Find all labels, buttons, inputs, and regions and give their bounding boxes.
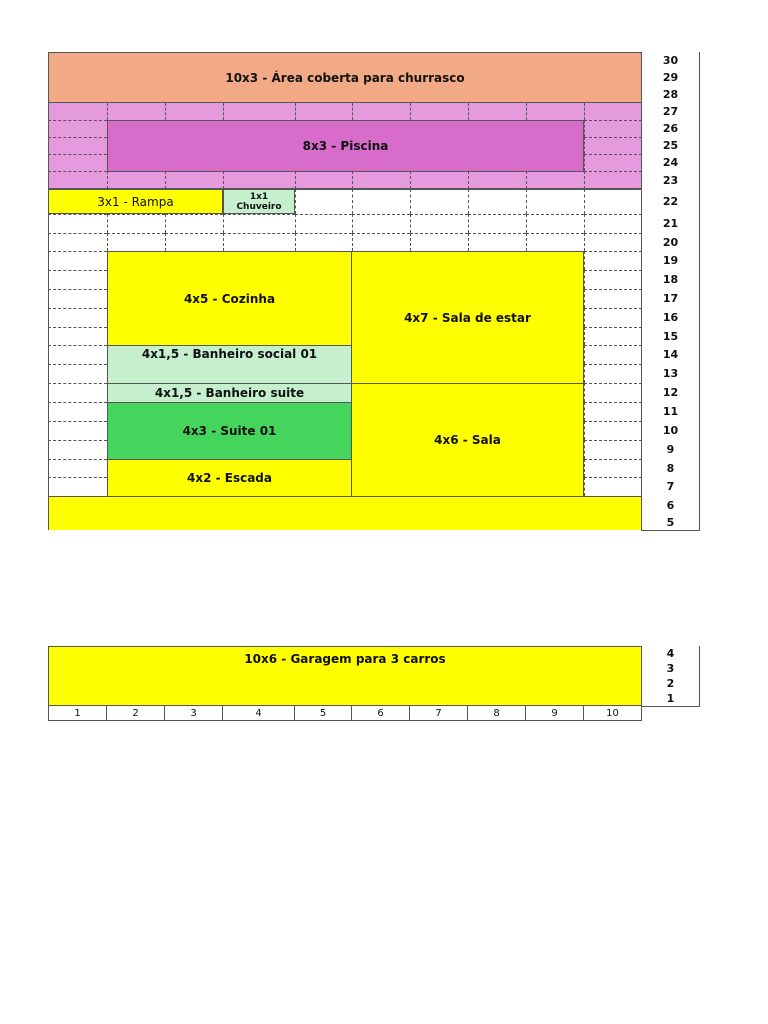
grid-cell: [48, 214, 107, 233]
row-label: 2: [641, 676, 700, 692]
cozinha-room: [107, 251, 352, 346]
grid-cell: [584, 137, 642, 154]
row-label: 25: [641, 137, 700, 155]
grid-cell: [48, 154, 107, 171]
grid-cell: [584, 421, 642, 440]
grid-cell: [48, 477, 107, 496]
grid-cell: [107, 214, 165, 233]
grid-cell: [107, 103, 165, 120]
grid-cell: [410, 171, 468, 189]
grid-cell: [48, 421, 107, 440]
grid-cell: [584, 103, 642, 120]
grid-cell: [526, 233, 584, 251]
grid-cell: [584, 402, 642, 421]
grid-cell: [48, 289, 107, 308]
row-label: 5: [641, 514, 700, 531]
grid-cell: [584, 251, 642, 270]
col-label: 5: [295, 705, 352, 721]
col-label: 6: [352, 705, 410, 721]
chuveiro-dim: 1x1: [249, 191, 269, 202]
col-label: 2: [107, 705, 165, 721]
col-label: 3: [165, 705, 223, 721]
grid-cell: [223, 171, 295, 189]
row-label: 4: [641, 646, 700, 662]
row-label: 8: [641, 459, 700, 478]
row-label: 30: [641, 52, 700, 70]
grid-cell: [223, 233, 295, 251]
grid-cell: [468, 189, 526, 214]
row-label: 6: [641, 496, 700, 515]
grid-cell: [584, 289, 642, 308]
row-label: 10: [641, 421, 700, 441]
row-label: 11: [641, 402, 700, 422]
grid-cell: [526, 171, 584, 189]
grid-cell: [48, 327, 107, 345]
row-label: 15: [641, 327, 700, 346]
grid-cell: [48, 137, 107, 154]
sala-label: 4x6 - Sala: [434, 433, 501, 447]
col-label: 1: [48, 705, 107, 721]
grid-cell: [48, 402, 107, 421]
piscina-label: 8x3 - Piscina: [302, 139, 389, 153]
col-label: 9: [526, 705, 584, 721]
front-strip: [48, 496, 642, 530]
grid-cell: [584, 120, 642, 137]
row-label: 9: [641, 440, 700, 460]
grid-cell: [526, 103, 584, 120]
row-label: 23: [641, 171, 700, 190]
grid-cell: [584, 440, 642, 459]
grid-cell: [165, 171, 223, 189]
grid-cell: [584, 233, 642, 251]
grid-cell: [584, 270, 642, 289]
grid-cell: [48, 120, 107, 137]
grid-cell: [48, 270, 107, 289]
banheiro-suite-room: [107, 383, 352, 403]
grid-cell: [526, 189, 584, 214]
grid-cell: [584, 477, 642, 496]
grid-cell: [584, 189, 642, 214]
col-label: 4: [223, 705, 295, 721]
grid-cell: [468, 214, 526, 233]
row-label: 24: [641, 154, 700, 172]
grid-cell: [526, 214, 584, 233]
grid-cell: [352, 214, 410, 233]
grid-cell: [352, 171, 410, 189]
piscina-room: [107, 120, 584, 172]
row-label: 13: [641, 364, 700, 384]
row-label: 18: [641, 270, 700, 290]
grid-cell: [410, 233, 468, 251]
grid-cell: [223, 103, 295, 120]
banheiro-suite-label: 4x1,5 - Banheiro suite: [154, 386, 305, 400]
col-label: 8: [468, 705, 526, 721]
row-label: 22: [641, 189, 700, 215]
grid-cell: [295, 233, 352, 251]
grid-cell: [48, 383, 107, 402]
grid-cell: [584, 308, 642, 327]
chuveiro-name: Chuveiro: [236, 201, 282, 212]
grid-cell: [165, 233, 223, 251]
chuveiro-room: [223, 189, 295, 214]
grid-cell: [48, 251, 107, 270]
escada-label: 4x2 - Escada: [186, 471, 272, 485]
sala-estar-room: [351, 251, 584, 384]
grid-cell: [410, 214, 468, 233]
row-label: 17: [641, 289, 700, 309]
cozinha-label: 4x5 - Cozinha: [183, 291, 276, 306]
row-label: 20: [641, 233, 700, 252]
grid-cell: [48, 308, 107, 327]
grid-cell: [584, 364, 642, 383]
rampa-room: [48, 189, 223, 214]
sala-room: [351, 383, 584, 497]
col-label: 7: [410, 705, 468, 721]
grid-cell: [165, 103, 223, 120]
grid-cell: [48, 103, 107, 120]
col-label: 10: [584, 705, 642, 721]
row-label: 1: [641, 691, 700, 707]
grid-cell: [468, 171, 526, 189]
row-label: 12: [641, 383, 700, 403]
garagem-label: 10x6 - Garagem para 3 carros: [244, 652, 446, 666]
grid-cell: [410, 189, 468, 214]
suite-room: [107, 402, 352, 460]
grid-cell: [584, 459, 642, 477]
grid-cell: [468, 103, 526, 120]
row-label: 21: [641, 214, 700, 234]
grid-cell: [107, 233, 165, 251]
grid-cell: [48, 233, 107, 251]
grid-cell: [295, 103, 352, 120]
grid-cell: [48, 364, 107, 383]
grid-cell: [223, 214, 295, 233]
grid-cell: [295, 189, 352, 214]
row-label: 28: [641, 86, 700, 104]
churrasco-area: [48, 52, 642, 103]
grid-cell: [584, 345, 642, 364]
garagem-room: [48, 646, 642, 706]
row-label: 29: [641, 69, 700, 87]
grid-cell: [295, 171, 352, 189]
churrasco-label: 10x3 - Área coberta para churrasco: [225, 70, 465, 85]
grid-cell: [165, 214, 223, 233]
grid-cell: [352, 103, 410, 120]
row-label: 3: [641, 661, 700, 677]
grid-cell: [107, 171, 165, 189]
grid-cell: [584, 154, 642, 171]
grid-cell: [584, 214, 642, 233]
grid-cell: [584, 171, 642, 189]
row-label: 27: [641, 103, 700, 121]
sala-estar-label: 4x7 - Sala de estar: [404, 310, 531, 325]
grid-cell: [352, 233, 410, 251]
grid-cell: [584, 327, 642, 345]
grid-cell: [48, 440, 107, 459]
row-label: 16: [641, 308, 700, 328]
grid-cell: [584, 383, 642, 402]
grid-cell: [468, 233, 526, 251]
row-label: 19: [641, 251, 700, 271]
grid-cell: [48, 171, 107, 189]
suite-label: 4x3 - Suite 01: [182, 424, 277, 438]
row-label: 14: [641, 345, 700, 365]
rampa-label: 3x1 - Rampa: [97, 194, 174, 209]
escada-room: [107, 459, 352, 497]
row-label: 7: [641, 477, 700, 497]
row-label: 26: [641, 120, 700, 138]
grid-cell: [410, 103, 468, 120]
grid-cell: [48, 459, 107, 477]
grid-cell: [48, 345, 107, 364]
grid-cell: [352, 189, 410, 214]
banheiro-social-room: [107, 345, 352, 384]
banheiro-social-label: 4x1,5 - Banheiro social 01: [141, 347, 318, 361]
grid-cell: [295, 214, 352, 233]
